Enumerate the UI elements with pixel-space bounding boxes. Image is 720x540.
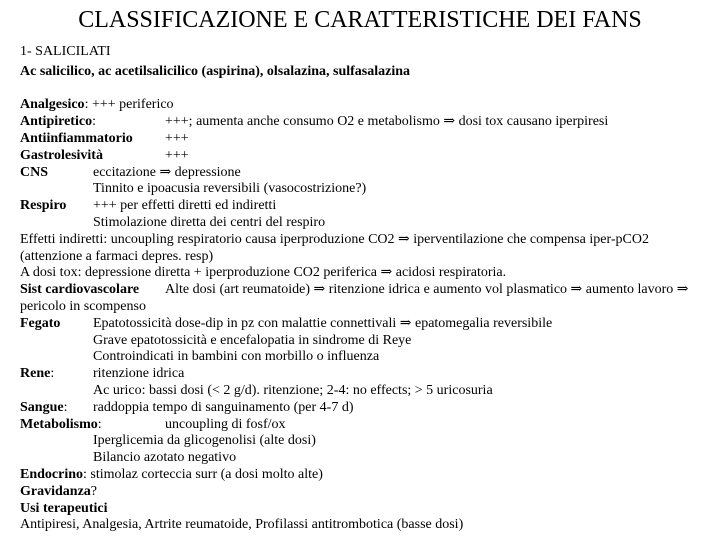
text-antipiretico: +++; aumenta anche consumo O2 e metabolismo ⇒ dosi tox causano iperpiresi <box>165 114 609 130</box>
text-endocrino: : stimolaz corteccia surr (a dosi molto alte) <box>83 466 323 482</box>
label-gravidanza: Gravidanza <box>20 483 91 499</box>
text-respiro: +++ per effetti diretti ed indiretti <box>93 198 277 214</box>
row-rene <box>20 366 700 383</box>
text-rene: ritenzione idrica <box>93 366 185 382</box>
row-gastrolesivita <box>20 148 700 165</box>
text-cns: Tinnito e ipoacusia reversibili (vasocostrizione?) <box>93 181 367 197</box>
text-metabolismo: Iperglicemia da glicogenolisi (alte dosi) <box>93 433 316 449</box>
row-analgesico <box>20 97 700 114</box>
label-cns: CNS <box>20 164 49 180</box>
label-suffix: : <box>97 416 102 432</box>
row-cardiovascolare <box>20 282 700 299</box>
label-fegato: Fegato <box>20 315 61 331</box>
label-gastrolesivita: Gastrolesività <box>20 147 103 163</box>
label-antiinfiammatorio: Antiinfiammatorio <box>20 130 133 146</box>
text-cardiovascolare: pericolo in scompenso <box>20 298 146 314</box>
text-fegato: Controindicati in bambini con morbillo o influenza <box>93 349 380 365</box>
row-metabolismo <box>20 417 700 434</box>
spacer-line <box>20 81 700 98</box>
text-respiro: Stimolazione diretta dei centri del respiro <box>93 214 326 230</box>
label-metabolismo: Metabolismo <box>20 416 98 432</box>
text-cardiovascolare: Alte dosi (art reumatoide) ⇒ ritenzione idrica e aumento vol plasmatico ⇒ aumento lavoro ⇒ <box>165 282 689 298</box>
label-endocrino: Endocrino <box>20 466 84 482</box>
text-metabolismo: Bilancio azotato negativo <box>93 450 237 466</box>
text-respiro: (attenzione a farmaci depres. resp) <box>20 248 214 264</box>
label-respiro: Respiro <box>20 198 67 214</box>
row-gravidanza <box>20 484 700 501</box>
drug-list: Ac salicilico, ac acetilsalicilico (aspirina), olsalazina, sulfasalazina <box>20 63 411 79</box>
label-sangue: Sangue <box>20 399 64 415</box>
row-respiro <box>20 198 700 215</box>
label-cardiovascolare: Sist cardiovascolare <box>20 282 140 298</box>
text-cns: eccitazione ⇒ depressione <box>93 164 241 180</box>
label-analgesico: Analgesico <box>20 97 85 113</box>
row-endocrino <box>20 467 700 484</box>
text-antiinfiammatorio: +++ <box>165 130 189 146</box>
text-rene: Ac urico: bassi dosi (< 2 g/d). ritenzione; 2-4: no effects; > 5 uricosuria <box>93 382 493 398</box>
row-antipiretico <box>20 114 700 131</box>
drug-class-heading: 1- SALICILATI <box>20 44 111 59</box>
row-antiinfiammatorio <box>20 131 700 148</box>
row-sangue <box>20 400 700 417</box>
text-sangue: raddoppia tempo di sanguinamento (per 4-7 d) <box>93 399 354 415</box>
text-gravidanza: ? <box>90 483 97 499</box>
label-suffix: : <box>63 399 68 415</box>
label-suffix: : <box>92 114 96 130</box>
label-usi-terapeutici: Usi terapeutici <box>20 500 108 516</box>
slide-title: CLASSIFICAZIONE E CARATTERISTICHE DEI FANS <box>78 7 642 33</box>
text-metabolismo: uncoupling di fosf/ox <box>165 416 286 432</box>
text-analgesico: : +++ periferico <box>84 97 174 113</box>
text-fegato: Epatotossicità dose-dip in pz con malattie connettivali ⇒ epatomegalia reversibile <box>93 315 553 331</box>
text-fegato: Grave epatotossicità e encefalopatia in sindrome di Reye <box>93 332 412 348</box>
row-cns <box>20 165 700 182</box>
text-gastrolesivita: +++ <box>165 147 189 163</box>
label-antipiretico: Antipiretico <box>20 114 93 130</box>
row-fegato <box>20 316 700 333</box>
text-usi-terapeutici: Antipiresi, Analgesia, Artrite reumatoide, Profilassi antitrombotica (basse dosi) <box>20 517 464 533</box>
slide-body <box>20 44 700 534</box>
label-rene: Rene <box>20 366 51 382</box>
text-respiro: Effetti indiretti: uncoupling respiratorio causa iperproduzione CO2 ⇒ iperventilazione che compensa iper-pCO2 <box>20 231 649 247</box>
text-respiro: A dosi tox: depressione diretta + iperproduzione CO2 periferica ⇒ acidosi respiratoria. <box>20 265 507 281</box>
label-suffix: : <box>50 366 55 382</box>
